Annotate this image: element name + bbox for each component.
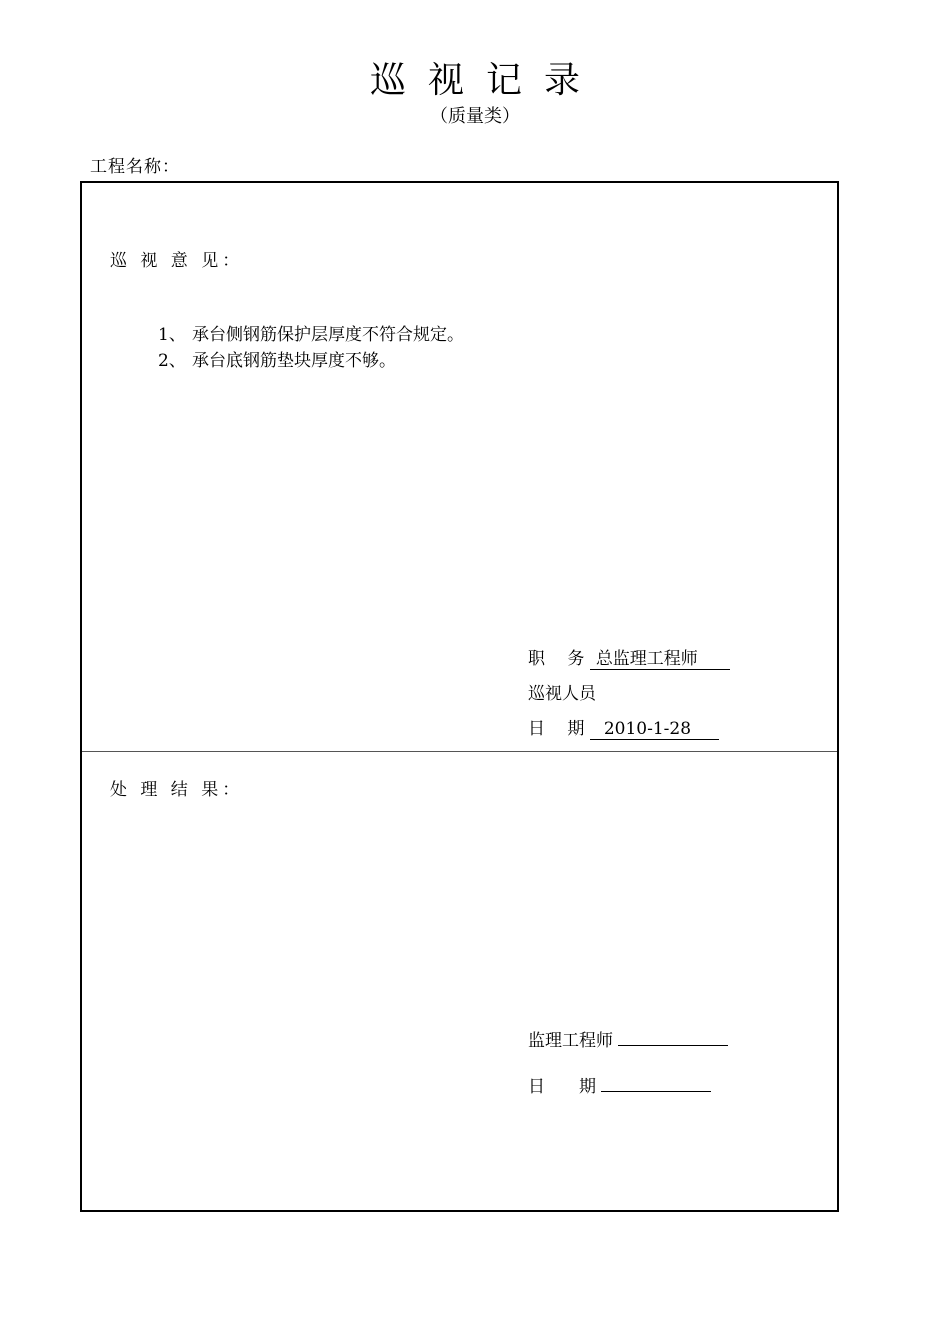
engineer-signature-field	[528, 1027, 728, 1053]
item-number: 2、	[158, 351, 186, 371]
handling-result-label: 处 理 结 果：	[110, 780, 244, 800]
inspection-form	[80, 181, 839, 1212]
project-name-label: 工程名称：	[90, 157, 180, 177]
position-value: 总监理工程师	[590, 649, 730, 670]
inspector-field	[528, 682, 596, 706]
position-label: 职 务	[528, 649, 585, 669]
position-field	[528, 647, 730, 671]
item-text: 承台底钢筋垫块厚度不够。	[192, 351, 396, 371]
inspection-opinion-label: 巡 视 意 见：	[110, 251, 244, 271]
engineer-signature-blank	[618, 1027, 728, 1046]
item-text: 承台侧钢筋保护层厚度不符合规定。	[192, 325, 464, 345]
inspection-date-label: 日 期	[528, 719, 585, 739]
engineer-label: 监理工程师	[528, 1031, 613, 1051]
result-date-field	[528, 1073, 711, 1099]
section-divider	[82, 751, 837, 752]
inspection-item-1	[158, 323, 464, 347]
inspection-date-value: 2010-1-28	[590, 719, 719, 740]
inspection-date-field	[528, 717, 719, 741]
page-title: 巡视记录	[369, 60, 602, 101]
page-subtitle: （质量类）	[430, 106, 520, 127]
result-date-blank	[601, 1073, 711, 1092]
item-number: 1、	[158, 325, 186, 345]
result-date-label: 日 期	[528, 1077, 596, 1097]
inspector-label: 巡视人员	[528, 684, 596, 704]
inspection-item-2	[158, 349, 396, 373]
